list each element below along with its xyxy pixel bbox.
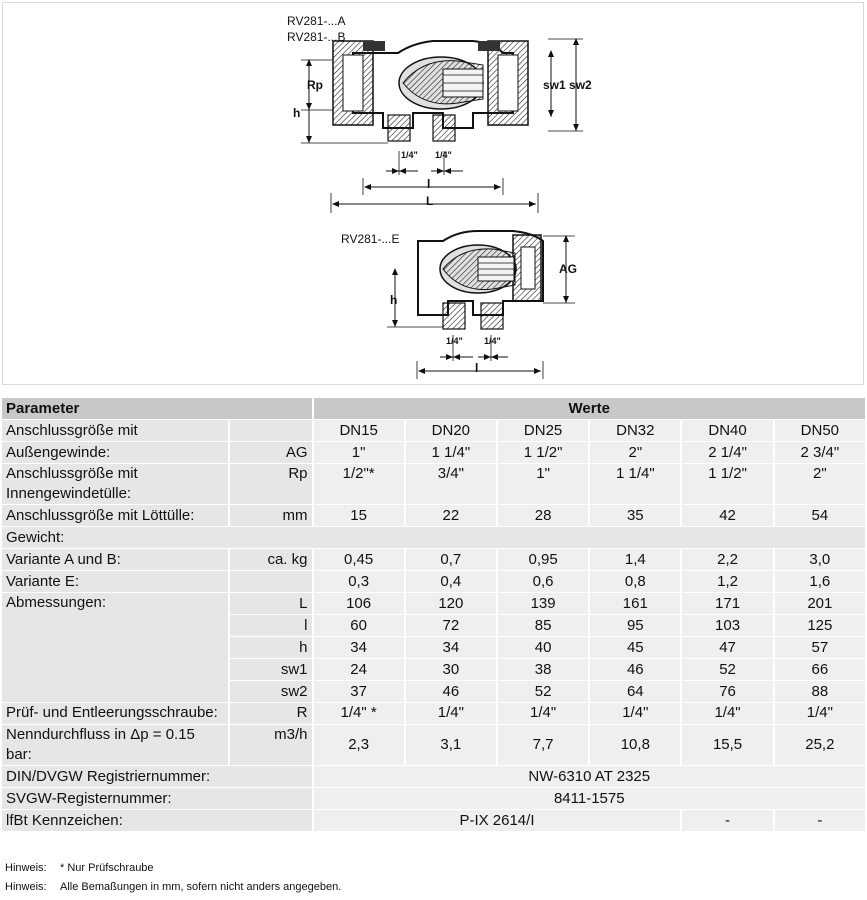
table-cell: NW-6310 AT 2325 (312, 766, 866, 788)
table-row-pruef (2, 703, 865, 725)
table-cell: 1/2"* (312, 464, 404, 505)
cell-dn32: DN32 (588, 420, 680, 442)
row-unit: h (228, 637, 311, 659)
table-cell: 24 (312, 659, 404, 681)
row-unit: l (228, 615, 311, 637)
table-cell: 0,3 (312, 571, 404, 593)
table-cell: 2" (773, 464, 865, 505)
table-cell: 2,3 (312, 725, 404, 766)
table-row-sizes-1 (2, 420, 865, 442)
row-label: Anschlussgröße mit (2, 420, 228, 442)
table-cell: 72 (404, 615, 496, 637)
row-label: Variante A und B: (2, 549, 228, 571)
note-2 (5, 881, 341, 893)
table-row-gewicht (2, 527, 865, 549)
table-row-rp (2, 464, 865, 505)
table-cell: 54 (773, 505, 865, 527)
table-cell: 52 (496, 681, 588, 703)
table-cell: 22 (404, 505, 496, 527)
table-row-svgw (2, 788, 865, 810)
table-cell: 1 1/2" (680, 464, 772, 505)
table-cell: 1" (312, 442, 404, 464)
table-cell: 64 (588, 681, 680, 703)
table-row-abm-L (2, 593, 865, 615)
table-cell: 76 (680, 681, 772, 703)
table-cell: 2 3/4" (773, 442, 865, 464)
label-l-big: L (426, 194, 434, 208)
table-row-variant-e (2, 571, 865, 593)
table-row-nenn (2, 725, 865, 766)
header-parameter: Parameter (2, 398, 312, 420)
row-unit: sw2 (228, 681, 311, 703)
table-cell: 10,8 (588, 725, 680, 766)
table-cell: 1/4" (496, 703, 588, 725)
table-cell: 2" (588, 442, 680, 464)
row-label: SVGW-Registernummer: (2, 788, 312, 810)
cell-dn20: DN20 (404, 420, 496, 442)
table-row-sizes-2 (2, 442, 865, 464)
label-l-bottom: l (475, 361, 479, 375)
row-label: Anschlussgröße mit Innengewindetülle: (2, 464, 228, 505)
table-row-lot (2, 505, 865, 527)
note-label: Hinweis: (5, 862, 47, 874)
table-cell: 28 (496, 505, 588, 527)
label-h-top: h (293, 106, 301, 120)
table-cell: - (680, 810, 772, 832)
table-cell: 95 (588, 615, 680, 637)
table-cell: 103 (680, 615, 772, 637)
table-cell: 1/4" (773, 703, 865, 725)
table-cell: 46 (404, 681, 496, 703)
table-cell: 1 1/4" (404, 442, 496, 464)
table-cell: 66 (773, 659, 865, 681)
table-cell: 3/4" (404, 464, 496, 505)
valve-drawing-svg (3, 3, 865, 386)
table-cell: 34 (404, 637, 496, 659)
table-cell: 3,1 (404, 725, 496, 766)
table-cell: 125 (773, 615, 865, 637)
table-cell: 0,45 (312, 549, 404, 571)
table-cell: 42 (680, 505, 772, 527)
table-cell: 37 (312, 681, 404, 703)
row-label: Gewicht: (2, 527, 865, 549)
table-cell: 1/4" (680, 703, 772, 725)
label-sw: sw1 sw2 (543, 78, 592, 92)
label-variant-e: RV281-...E (341, 232, 400, 246)
table-cell: 201 (773, 593, 865, 615)
table-cell: 2 1/4" (680, 442, 772, 464)
technical-drawing (2, 2, 864, 385)
table-cell: 60 (312, 615, 404, 637)
table-cell: 1/4" * (312, 703, 404, 725)
note-text: Alle Bemaßungen in mm, sofern nicht anders angegeben. (60, 881, 342, 893)
row-label: Variante E: (2, 571, 228, 593)
specification-table (2, 398, 865, 832)
valve-bottom (387, 231, 575, 379)
row-unit: L (228, 593, 311, 615)
table-cell: 1,6 (773, 571, 865, 593)
table-cell: 0,6 (496, 571, 588, 593)
note-text: * Nur Prüfschraube (60, 862, 154, 874)
row-label: Anschlussgröße mit Löttülle: (2, 505, 228, 527)
table-cell: 1,2 (680, 571, 772, 593)
table-cell: 7,7 (496, 725, 588, 766)
row-label: Nenndurchfluss in Δp = 0.15 bar: (2, 725, 228, 766)
label-variant-a: RV281-...A (287, 14, 346, 28)
table-cell: 52 (680, 659, 772, 681)
table-cell: 35 (588, 505, 680, 527)
table-cell: 15,5 (680, 725, 772, 766)
cell-dn25: DN25 (496, 420, 588, 442)
table-cell: 88 (773, 681, 865, 703)
label-quarter-2: 1/4" (435, 150, 452, 160)
table-cell: 106 (312, 593, 404, 615)
row-unit: m3/h (228, 725, 311, 766)
note-label: Hinweis: (5, 881, 47, 893)
table-cell: 15 (312, 505, 404, 527)
table-cell: 30 (404, 659, 496, 681)
table-cell: 57 (773, 637, 865, 659)
table-cell: 1 1/2" (496, 442, 588, 464)
row-label: Prüf- und Entleerungsschraube: (2, 703, 228, 725)
table-cell: 40 (496, 637, 588, 659)
table-header-row (2, 398, 865, 420)
table-cell: 38 (496, 659, 588, 681)
row-label: lfBt Kennzeichen: (2, 810, 312, 832)
row-unit: mm (228, 505, 311, 527)
table-cell: 25,2 (773, 725, 865, 766)
table-cell: 47 (680, 637, 772, 659)
table-cell: 139 (496, 593, 588, 615)
table-cell: 0,8 (588, 571, 680, 593)
table-cell: 171 (680, 593, 772, 615)
label-quarter-4: 1/4" (484, 336, 501, 346)
table-cell: 85 (496, 615, 588, 637)
cell-dn15: DN15 (312, 420, 404, 442)
table-cell: 1 1/4" (588, 464, 680, 505)
cell-dn40: DN40 (680, 420, 772, 442)
table-cell: P-IX 2614/I (312, 810, 681, 832)
header-werte: Werte (312, 398, 866, 420)
table-row-lfbt (2, 810, 865, 832)
table-cell: 46 (588, 659, 680, 681)
table-cell: 45 (588, 637, 680, 659)
table-cell: 1" (496, 464, 588, 505)
table-cell: 161 (588, 593, 680, 615)
label-quarter-1: 1/4" (401, 150, 418, 160)
row-unit (228, 571, 311, 593)
label-variant-b: RV281-...B (287, 30, 346, 44)
table-cell: 0,95 (496, 549, 588, 571)
table-cell: 3,0 (773, 549, 865, 571)
table-cell: 8411-1575 (312, 788, 866, 810)
label-h-bottom: h (390, 293, 398, 307)
row-unit: ca. kg (228, 549, 311, 571)
table-cell: - (773, 810, 865, 832)
label-l-small: l (427, 177, 431, 191)
table-cell: 1/4" (404, 703, 496, 725)
label-rp: Rp (307, 78, 323, 92)
table-cell: 34 (312, 637, 404, 659)
table-cell: 0,4 (404, 571, 496, 593)
note-1 (5, 862, 154, 874)
row-unit: R (228, 703, 311, 725)
row-unit: Rp (228, 464, 311, 505)
cell-dn50: DN50 (773, 420, 865, 442)
table-cell: 2,2 (680, 549, 772, 571)
row-label: Außengewinde: (2, 442, 228, 464)
label-ag: AG (559, 262, 577, 276)
table-row-din (2, 766, 865, 788)
row-unit: AG (228, 442, 311, 464)
row-label: DIN/DVGW Registriernummer: (2, 766, 312, 788)
label-quarter-3: 1/4" (446, 336, 463, 346)
row-label: Abmessungen: (2, 593, 228, 703)
valve-top (301, 39, 583, 213)
table-cell: 0,7 (404, 549, 496, 571)
table-row-variant-ab (2, 549, 865, 571)
table-cell: 1/4" (588, 703, 680, 725)
row-unit: sw1 (228, 659, 311, 681)
table-cell: 120 (404, 593, 496, 615)
table-cell: 1,4 (588, 549, 680, 571)
